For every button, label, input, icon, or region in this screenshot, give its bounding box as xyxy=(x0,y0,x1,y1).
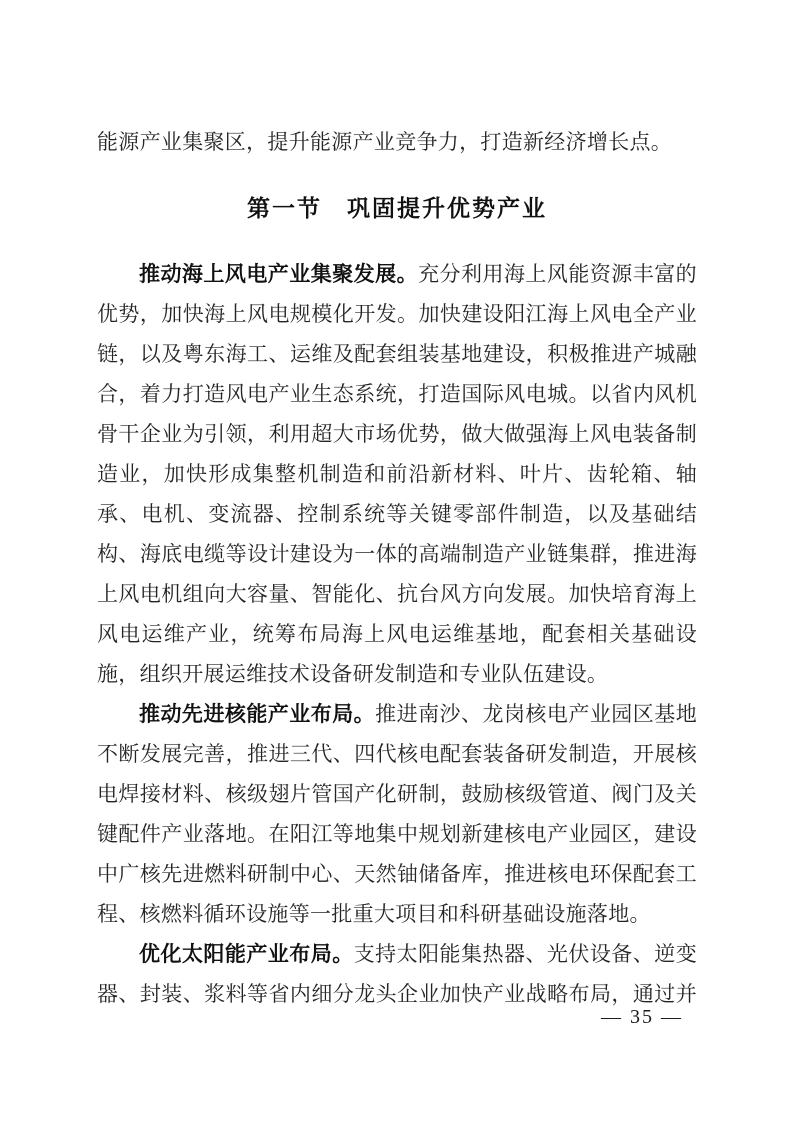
text-segment: 电焊接材料、核级翅片管国产化研制，鼓励核级管道、阀门及关 xyxy=(97,782,697,806)
text-line xyxy=(97,854,697,894)
paragraph-nuclear xyxy=(97,694,697,934)
page-content xyxy=(97,122,697,1014)
intro-continuation-line: 能源产业集聚区，提升能源产业竞争力，打造新经济增长点。 xyxy=(97,130,673,154)
paragraph-lead: 优化太阳能产业布局。 xyxy=(139,942,354,966)
text-segment: 支持太阳能集热器、光伏设备、逆变 xyxy=(353,942,697,966)
text-line xyxy=(97,334,697,374)
text-segment: 施，组织开展运维技术设备研发制造和专业队伍建设。 xyxy=(97,662,609,686)
text-line xyxy=(97,534,697,574)
text-line xyxy=(97,734,697,774)
text-line xyxy=(97,814,697,854)
text-line xyxy=(97,654,697,694)
text-segment: 承、电机、变流器、控制系统等关键零部件制造，以及基础结 xyxy=(97,502,697,526)
section-heading: 第一节 巩固提升优势产业 xyxy=(247,195,547,221)
text-segment: 程、核燃料循环设施等一批重大项目和科研基础设施落地。 xyxy=(97,902,651,926)
paragraph-lead: 推动海上风电产业集聚发展。 xyxy=(139,262,419,286)
text-line xyxy=(97,294,697,334)
text-segment: 造业，加快形成集整机制造和前沿新材料、叶片、齿轮箱、轴 xyxy=(97,462,697,486)
text-segment: 器、封装、浆料等省内细分龙头企业加快产业战略布局，通过并 xyxy=(97,982,697,1006)
text-line xyxy=(97,494,697,534)
text-segment: 上风电机组向大容量、智能化、抗台风方向发展。加快培育海上 xyxy=(97,582,697,606)
body-paragraphs xyxy=(97,254,697,1014)
text-segment: 风电运维产业，统筹布局海上风电运维基地，配套相关基础设 xyxy=(97,622,697,646)
text-line xyxy=(97,454,697,494)
text-line xyxy=(97,934,697,974)
text-line xyxy=(97,574,697,614)
text-segment: 推进南沙、龙岗核电产业园区基地 xyxy=(375,702,697,726)
text-segment: 键配件产业落地。在阳江等地集中规划新建核电产业园区，建设 xyxy=(97,822,697,846)
text-segment: 中广核先进燃料研制中心、天然铀储备库，推进核电环保配套工 xyxy=(97,862,697,886)
text-segment: 充分利用海上风能资源丰富的 xyxy=(418,262,697,286)
text-line xyxy=(97,254,697,294)
page-number: — 35 — xyxy=(601,1006,683,1028)
text-segment: 不断发展完善，推进三代、四代核电配套装备研发制造，开展核 xyxy=(97,742,697,766)
text-line xyxy=(97,694,697,734)
text-line xyxy=(97,774,697,814)
text-segment: 优势，加快海上风电规模化开发。加快建设阳江海上风电全产业 xyxy=(97,302,697,326)
text-segment: 链，以及粤东海工、运维及配套组装基地建设，积极推进产城融 xyxy=(97,342,697,366)
text-line xyxy=(97,414,697,454)
text-line xyxy=(97,614,697,654)
text-line xyxy=(97,894,697,934)
paragraph-offshore-wind xyxy=(97,254,697,694)
paragraph-lead: 推动先进核能产业布局。 xyxy=(139,702,376,726)
text-segment: 合，着力打造风电产业生态系统，打造国际风电城。以省内风机 xyxy=(97,382,697,406)
text-line xyxy=(97,374,697,414)
text-segment: 骨干企业为引领，利用超大市场优势，做大做强海上风电装备制 xyxy=(97,422,697,446)
text-segment: 构、海底电缆等设计建设为一体的高端制造产业链集群，推进海 xyxy=(97,542,697,566)
